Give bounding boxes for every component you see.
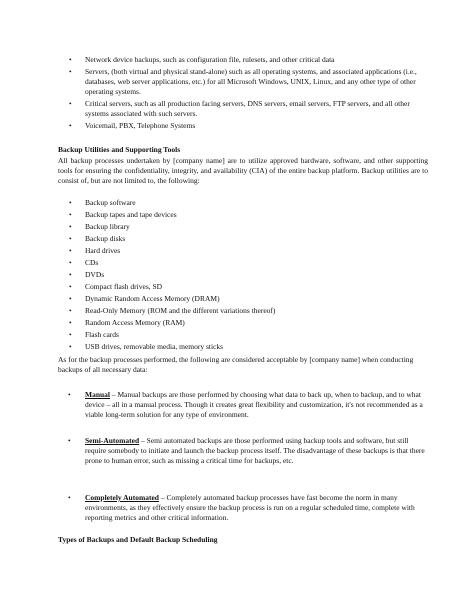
list-item: • Hard drives <box>85 245 415 257</box>
list-item: • Backup software <box>85 197 415 209</box>
list-item: • Backup library <box>85 221 415 233</box>
list-item: • Flash cards <box>85 329 415 341</box>
list-item: • Servers, (both virtual and physical stand-alone) such as all operating systems, and associated applications (i.e., databases, web server applications, etc.) for all Microsoft Windows, UNIX, Linux, and any other type of other operating systems. <box>85 67 428 97</box>
list-item: • Dynamic Random Access Memory (DRAM) <box>85 293 415 305</box>
list-item: • Backup tapes and tape devices <box>85 209 415 221</box>
method-name: Manual <box>85 390 111 399</box>
list-item: • Compact flash drives, SD <box>85 281 415 293</box>
backup-scope-list <box>85 55 428 133</box>
backup-utilities-paragraph: All backup processes undertaken by [company name] are to utilize approved hardware, software, and other supporting tools for ensuring the confidentiality, integrity, and availability (CIA) of the entire backup platform. Backup utilities are to consist of, but are not limited to, the following: <box>58 156 428 185</box>
method-description: – Semi automated backups are those performed using backup tools and software, but still require somebody to initiate and launch the backup process itself. The disadvantage of these backups is that there prone to human error, such as missing a critical time for backups, etc. <box>85 436 425 465</box>
list-item: • USB drives, removable media, memory sticks <box>85 341 415 353</box>
list-item: • Voicemail, PBX, Telephone Systems <box>85 121 428 131</box>
list-item: • CDs <box>85 257 415 269</box>
backup-method-semi-automated <box>85 436 428 466</box>
list-item: • Backup disks <box>85 233 415 245</box>
method-name: Completely Automated <box>85 493 159 502</box>
method-description: – Manual backups are those performed by choosing what data to back up, when to backup, and to what device – all in a manual process. Though it creates great flexibility and customization, it's not recommended as a viable long-term solution for any type of environment. <box>85 390 423 419</box>
list-item: • Read-Only Memory (ROM and the different variations thereof) <box>85 305 415 317</box>
backup-method-manual <box>85 390 428 420</box>
section-heading-backup-utilities: Backup Utilities and Supporting Tools <box>58 145 181 154</box>
list-item: • Network device backups, such as configuration file, rulesets, and other critical data <box>85 55 428 65</box>
method-name: Semi-Automated <box>85 436 140 445</box>
backup-utilities-list <box>85 197 415 353</box>
backup-processes-paragraph: As for the backup processes performed, the following are considered acceptable by [company name] when conducting backups of all necessary data: <box>58 355 414 374</box>
backup-method-completely-automated <box>85 493 428 523</box>
list-item: • Critical servers, such as all production facing servers, DNS servers, email servers, FTP servers, and all other systems associated with such servers. <box>85 99 428 119</box>
list-item: • DVDs <box>85 269 415 281</box>
method-description: – Completely automated backup processes have fast become the norm in many environments, as they effectively ensure the backup process is run on a regular scheduled time, complete with reporting metrics and other critical information. <box>85 493 415 522</box>
list-item: • Random Access Memory (RAM) <box>85 317 415 329</box>
section-heading-types-of-backups: Types of Backups and Default Backup Scheduling <box>58 535 218 544</box>
